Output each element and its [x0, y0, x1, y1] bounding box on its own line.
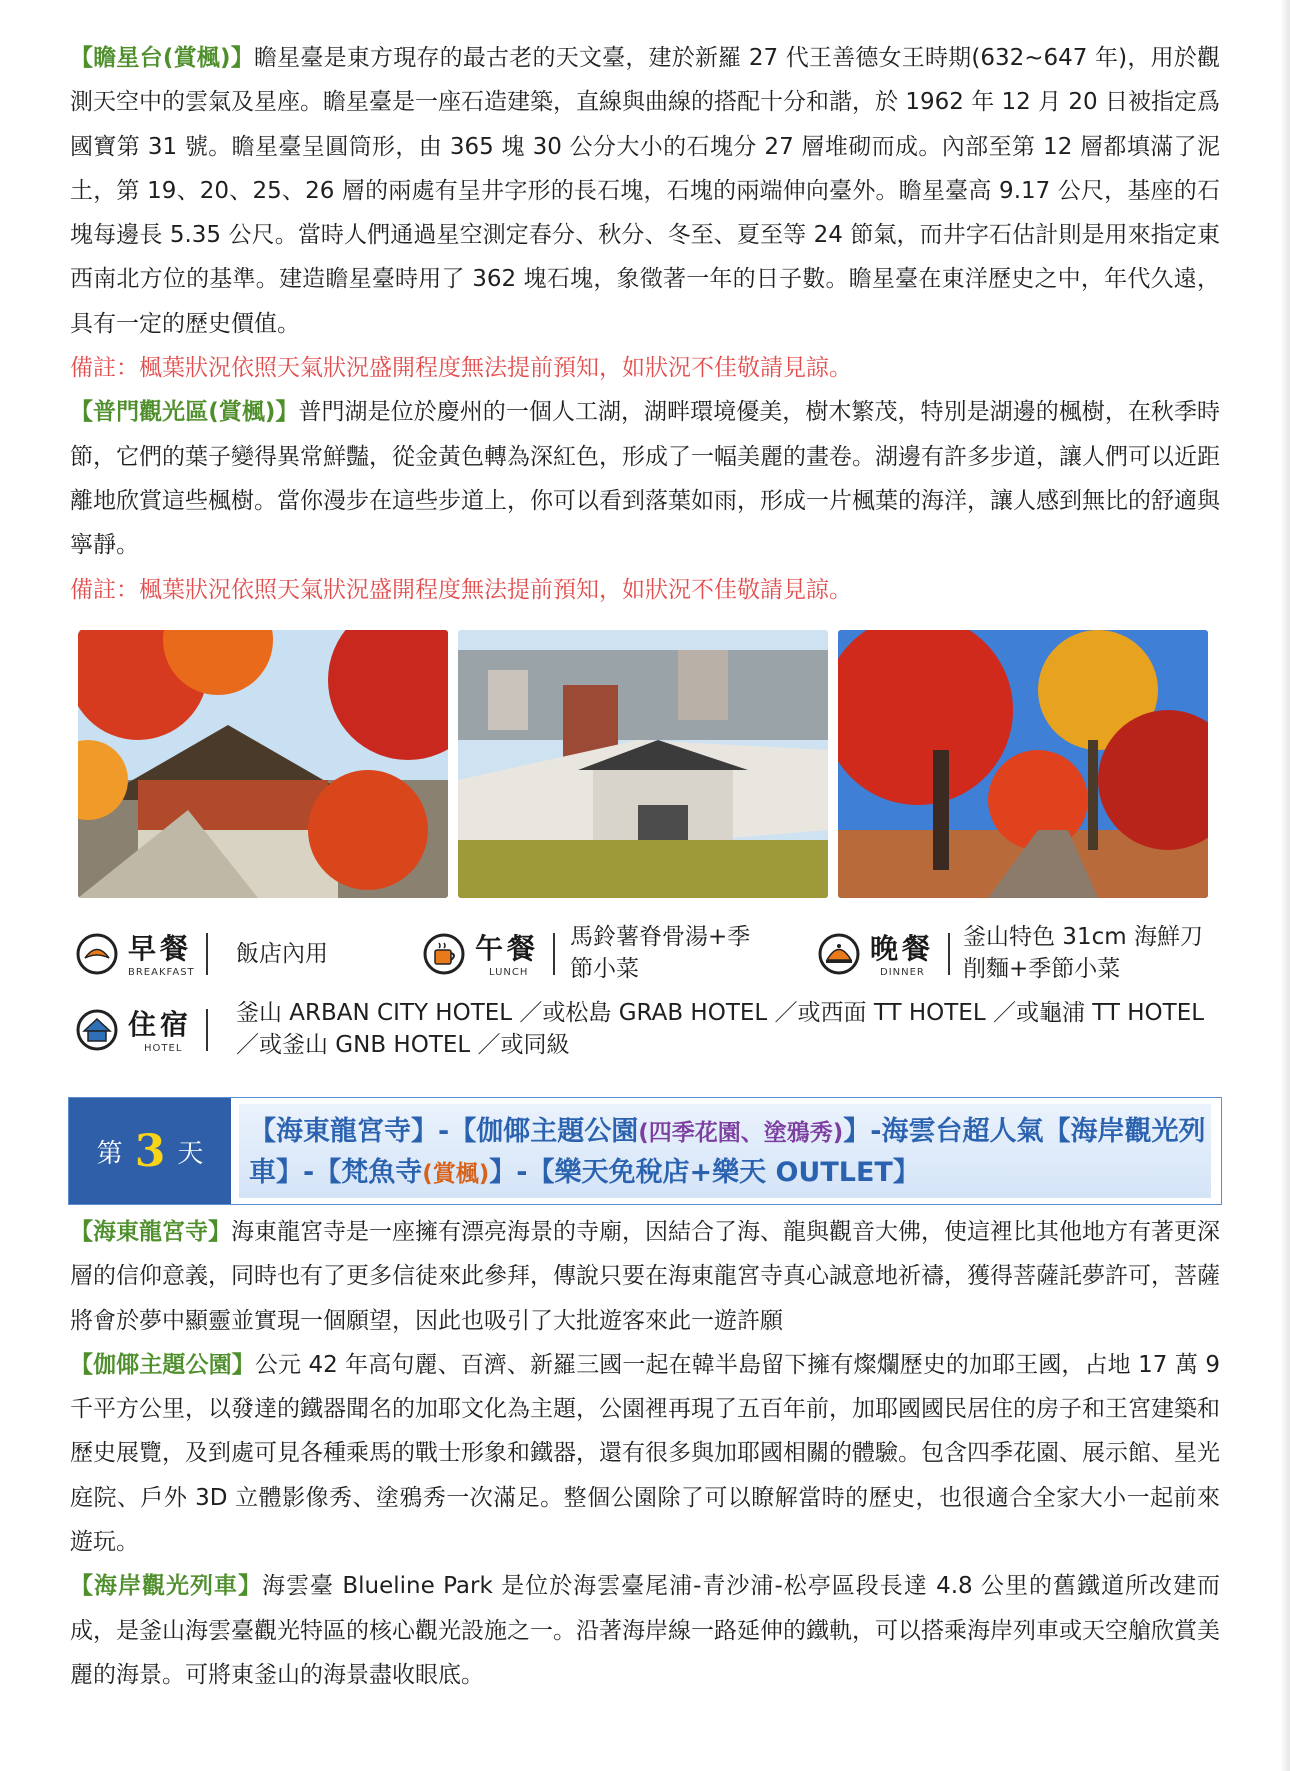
meal-lunch-divider — [553, 933, 555, 975]
heading-coast-train: 【海岸觀光列車】 — [70, 1573, 263, 1600]
section-day2-attractions — [70, 36, 1220, 612]
meal-breakfast — [76, 925, 436, 985]
meal-dinner-en: DINNER — [880, 967, 925, 978]
day3-title-part4: (賞楓) — [422, 1161, 490, 1187]
text-coast-train: 海雲臺 Blueline Park 是位於海雲臺尾浦-青沙浦-松亭區段長達 4.8 公里的舊鐵道所改建而成，是釜山海雲臺觀光特區的核心觀光設施之一。沿著海岸線一路延伸的鐵軌，可以搭乘海岸列車或天空艙欣賞美麗的海景。可將東釜山的海景盡收眼底。 — [70, 1573, 1221, 1688]
meal-lunch-text: 馬鈴薯脊骨湯+季節小菜 — [570, 924, 751, 982]
heading-gaya: 【伽倻主題公園】 — [70, 1351, 255, 1378]
note-maple-1: 備註：楓葉狀況依照天氣狀況盛開程度無法提前預知，如狀況不佳敬請見諒。 — [70, 355, 852, 382]
heading-haedong: 【海東龍宮寺】 — [70, 1219, 231, 1245]
day3-prefix: 第 — [96, 1138, 123, 1169]
paragraph-bomun — [70, 390, 1220, 567]
meal-dinner-text: 釜山特色 31cm 海鮮刀削麵+季節小菜 — [963, 924, 1203, 982]
note-maple-2: 備註：楓葉狀況依照天氣狀況盛開程度無法提前預知，如狀況不佳敬請見諒。 — [70, 576, 852, 603]
heading-bomun: 【普門觀光區(賞楓)】 — [70, 399, 299, 426]
meals-section — [76, 925, 1216, 1065]
page-edge-shadow — [1280, 0, 1290, 1771]
photo-temple-maple — [78, 630, 448, 898]
hotel-title: 住宿 — [128, 1008, 193, 1041]
meal-breakfast-title: 早餐 — [128, 932, 193, 965]
cloche-icon — [818, 933, 860, 975]
hotel-info — [76, 1001, 1216, 1061]
text-cheomseongdae: 瞻星臺是東方現存的最古老的天文臺，建於新羅 27 代王善德女王時期(632~647 年)，用於觀測天空中的雲氣及星座。瞻星臺是一座石造建築，直線與曲線的搭配十分和諧，於 1962 年 12 月 20 日被指定爲國寶第 31 號。瞻星臺呈圓筒形，由 365 塊 30 公分大小的石塊分 27 層堆砌而成。內部至第 12 層都填滿了泥土，第 19、20、25、26 層的兩處有呈井字形的長石塊，石塊的兩端伸向臺外。瞻星臺高 9.17 公尺，基座的石塊每邊長 5.35 公尺。當時人們通過星空測定春分、秋分、冬至、夏至等 24 節氣，而井字石估計則是用來指定東西南北方位的基準。建造瞻星臺時用了 362 塊石塊，象徵著一年的日子數。瞻星臺在東洋歷史之中，年代久遠，具有一定的歷史價值。 — [70, 45, 1220, 337]
day3-number: 3 — [134, 1125, 166, 1177]
hotel-en: HOTEL — [144, 1043, 183, 1054]
hotel-divider — [206, 1009, 208, 1051]
meal-breakfast-en: BREAKFAST — [128, 967, 195, 978]
day3-suffix: 天 — [177, 1138, 204, 1169]
hotel-house-icon — [76, 1009, 118, 1051]
day3-title-part5: 】-【樂天免稅店+樂天 OUTLET】 — [489, 1157, 920, 1188]
meal-breakfast-divider — [206, 933, 208, 975]
meal-lunch — [423, 925, 823, 985]
meal-dinner-divider — [948, 933, 950, 975]
text-gaya: 公元 42 年高句麗、百濟、新羅三國一起在韓半島留下擁有燦爛歷史的加耶王國，占地 17 萬 9 千平方公里，以發達的鐵器聞名的加耶文化為主題，公園裡再現了五百年前，加耶國國民居住的房子和王宮建築和歷史展覽，及到處可見各種乘馬的戰士形象和鐵器，還有很多與加耶國相關的體驗。包含四季花園、展示館、星光庭院、戶外 3D 立體影像秀、塗鴉秀一次滿足。整個公園除了可以瞭解當時的歷史，也很適合全家大小一起前來遊玩。 — [70, 1351, 1220, 1556]
paragraph-cheomseongdae — [70, 36, 1220, 346]
meal-dinner-title: 晚餐 — [870, 932, 935, 965]
paragraph-coast-train — [70, 1564, 1220, 1697]
text-bomun: 普門湖是位於慶州的一個人工湖，湖畔環境優美，樹木繁茂，特別是湖邊的楓樹，在秋季時節，它們的葉子變得異常鮮豔，從金黃色轉為深紅色，形成了一幅美麗的畫卷。湖邊有許多步道，讓人們可以近距離地欣賞這些楓樹。當你漫步在這些步道上，你可以看到落葉如雨，形成一片楓葉的海洋，讓人感到無比的舒適與寧靜。 — [70, 399, 1221, 559]
photo-maple-park — [838, 630, 1208, 898]
meal-lunch-title: 午餐 — [475, 932, 540, 965]
coffee-cup-icon — [423, 933, 465, 975]
photo-strip — [78, 630, 1210, 898]
day3-header — [68, 1097, 1222, 1205]
day3-title — [249, 1112, 1209, 1194]
meal-breakfast-text: 飯店內用 — [236, 941, 328, 967]
paragraph-gaya — [70, 1343, 1220, 1564]
meal-dinner — [818, 925, 1218, 985]
day3-title-part3: 】-海雲台超人氣【海岸觀光列車】-【梵魚寺 — [249, 1116, 1206, 1188]
paragraph-haedong — [70, 1210, 1220, 1343]
meal-lunch-en: LUNCH — [489, 967, 529, 978]
photo-fortress-wall — [458, 630, 828, 898]
day3-title-box — [239, 1104, 1211, 1198]
hotel-text: 釜山 ARBAN CITY HOTEL ／或松島 GRAB HOTEL ／或西面 TT HOTEL ／或龜浦 TT HOTEL ／或釜山 GNB HOTEL ／或同級 — [236, 1000, 1205, 1058]
day3-title-part2: (四季花園、塗鴉秀) — [638, 1120, 844, 1146]
section-day3-attractions — [70, 1210, 1220, 1697]
heading-cheomseongdae: 【瞻星台(賞楓)】 — [70, 45, 254, 71]
day3-title-part1: 【海東龍宮寺】-【伽倻主題公園 — [249, 1116, 639, 1147]
croissant-icon — [76, 933, 118, 975]
day3-label — [69, 1098, 231, 1204]
text-haedong: 海東龍宮寺是一座擁有漂亮海景的寺廟，因結合了海、龍與觀音大佛，使這裡比其他地方有著更深層的信仰意義，同時也有了更多信徒來此參拜，傳說只要在海東龍宮寺真心誠意地祈禱，獲得菩薩託夢許可，菩薩將會於夢中顯靈並實現一個願望，因此也吸引了大批遊客來此一遊許願 — [70, 1219, 1220, 1334]
